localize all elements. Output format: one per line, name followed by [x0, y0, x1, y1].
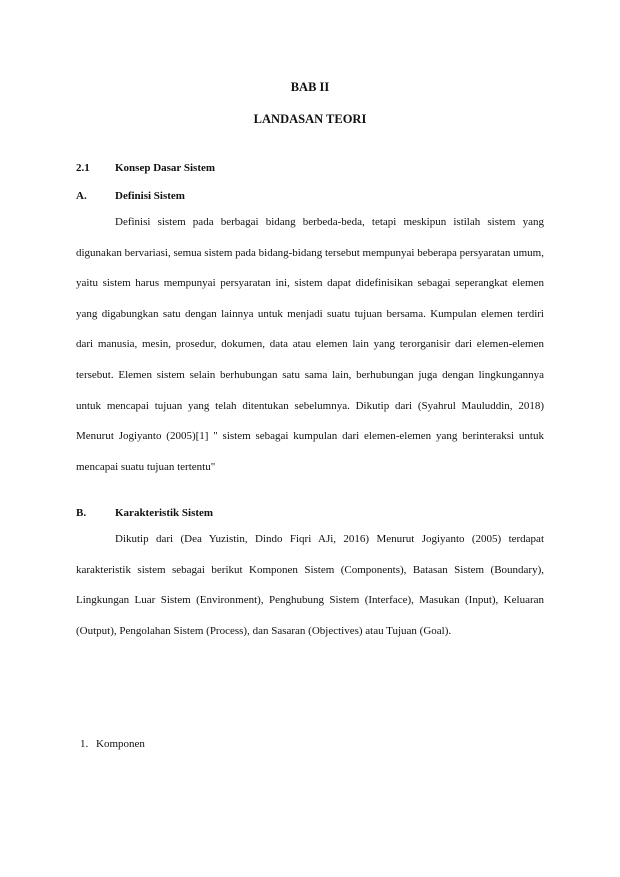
chapter-title: LANDASAN TEORI — [253, 112, 367, 126]
list-item — [80, 738, 145, 750]
subsection-b-heading — [76, 507, 213, 519]
subsection-a-number: A. — [76, 190, 87, 202]
section-heading — [76, 162, 215, 174]
section-number: 2.1 — [76, 162, 90, 174]
subsection-b-number: B. — [76, 507, 87, 519]
list-item-number: 1. — [80, 738, 89, 750]
paragraph-karakteristik-sistem: Dikutip dari (Dea Yuzistin, Dindo Fiqri AJi, 2016) Menurut Jogiyanto (2005) terdapat karakteristik sistem sebagai berikut Komponen Sistem (Components), Batasan Sistem (Boundary), Lingkungan Luar Sistem (Environment), Penghubung Sistem (Interface), Masukan (Input), Keluaran (Output), Pengolahan Sistem (Process), dan Sasaran (Objectives) atau Tujuan (Goal). — [76, 533, 544, 637]
subsection-a-title: Definisi Sistem — [115, 190, 185, 202]
subsection-a-heading — [76, 190, 185, 202]
chapter-heading: BAB II — [290, 80, 330, 94]
list-item-label: Komponen — [96, 738, 145, 750]
paragraph-definisi-sistem: Definisi sistem pada berbagai bidang berbeda-beda, tetapi meskipun istilah sistem yang digunakan bervariasi, semua sistem pada bidang-bidang tersebut mempunyai beberapa persyaratan umum, yaitu sistem harus mempunyai persyaratan ini, sistem dapat didefinisikan sebagai seperangkat elemen yang digabungkan satu dengan lainnya untuk menjadi suatu tujuan bersama. Kumpulan elemen terdiri dari manusia, mesin, prosedur, dokumen, data atau elemen lain yang terorganisir dari elemen-elemen tersebut. Elemen sistem selain berhubungan satu sama lain, berhubungan juga dengan lingkungannya untuk mencapai tujuan yang telah ditentukan sebelumnya. Dikutip dari (Syahrul Mauluddin, 2018) Menurut Jogiyanto (2005)[1] " sistem sebagai kumpulan dari elemen-elemen yang berinteraksi untuk mencapai suatu tujuan tertentu" — [76, 216, 544, 473]
subsection-b-title: Karakteristik Sistem — [115, 507, 214, 519]
section-title: Konsep Dasar Sistem — [115, 162, 216, 174]
